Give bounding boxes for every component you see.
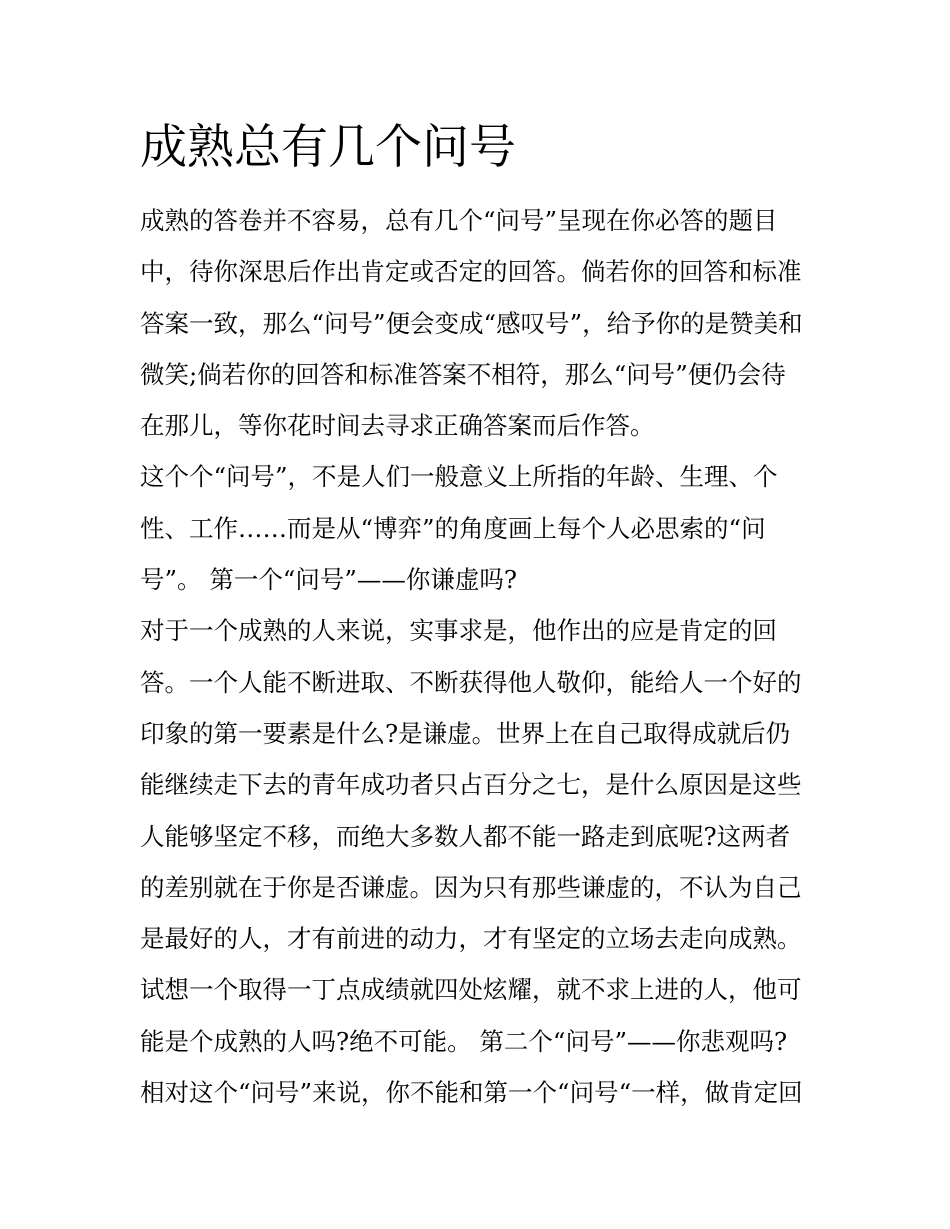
text-line: 这个个“问号”，不是人们一般意义上所指的年龄、生理、个 [140,462,778,492]
text-line: 性、工作……而是从“博弈”的角度画上每个人必思索的“问 [140,513,766,543]
document-title: 成熟总有几个问号 [140,120,516,175]
text-line: 号”。 第一个“问号”——你谦虚吗? [140,565,517,595]
text-line: 对于一个成熟的人来说，实事求是，他作出的应是肯定的回 [140,616,777,646]
text-line: 答。一个人能不断进取、不断获得他人敬仰，能给人一个好的 [140,667,802,697]
document-body [140,195,820,1118]
text-line: 印象的第一要素是什么?是谦虚。世界上在自己取得成就后仍 [140,718,791,748]
text-line: 人能够坚定不移，而绝大多数人都不能一路走到底呢?这两者 [140,821,791,851]
text-line: 是最好的人，才有前进的动力，才有坚定的立场去走向成熟。 [140,924,802,954]
text-line: 微笑;倘若你的回答和标准答案不相符，那么“问号”便仍会待 [140,359,786,389]
text-line: 的差别就在于你是否谦虚。因为只有那些谦虚的，不认为自己 [140,872,802,902]
text-line: 答案一致，那么“问号”便会变成“感叹号”，给予你的是赞美和 [140,308,803,338]
text-line: 中，待你深思后作出肯定或否定的回答。倘若你的回答和标准 [140,257,802,287]
text-line: 在那儿，等你花时间去寻求正确答案而后作答。 [140,411,655,441]
text-line: 成熟的答卷并不容易，总有几个“问号”呈现在你必答的题目 [140,206,778,235]
text-line: 能继续走下去的青年成功者只占百分之七，是什么原因是这些 [140,770,802,800]
text-line: 试想一个取得一丁点成绩就四处炫耀，就不求上进的人，他可 [140,975,802,1005]
text-line: 相对这个“问号”来说，你不能和第一个“问号“一样，做肯定回 [140,1078,803,1108]
text-line: 能是个成熟的人吗?绝不可能。 第二个“问号”——你悲观吗? [140,1026,788,1056]
